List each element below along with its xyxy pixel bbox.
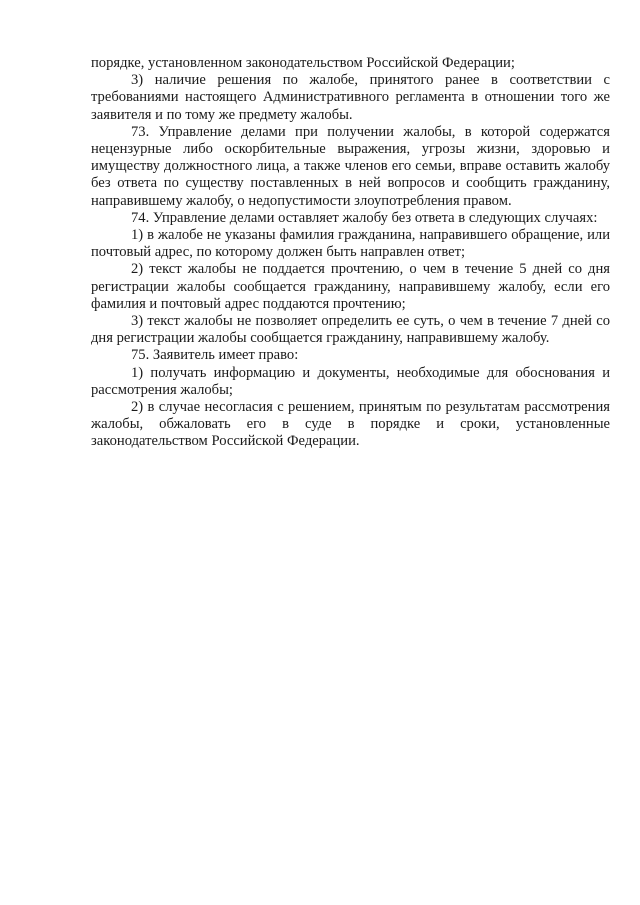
- paragraph-74-item-1: 1) в жалобе не указаны фамилия гражданина, направившего обращение, или почтовый адрес, по которому должен быть направлен ответ;: [91, 227, 610, 261]
- document-page: [91, 55, 610, 451]
- paragraph-75-item-1: 1) получать информацию и документы, необходимые для обоснования и рассмотрения жалобы;: [91, 364, 610, 398]
- paragraph-item-3-prior-decision: 3) наличие решения по жалобе, принятого ранее в соответствии с требованиями настоящего Административного регламента в отношении того же заявителя и по тому же предмету жалобы.: [91, 72, 610, 123]
- paragraph-74: 74. Управление делами оставляет жалобу без ответа в следующих случаях:: [131, 209, 598, 226]
- paragraph-75: 75. Заявитель имеет право:: [131, 347, 299, 364]
- paragraph-75-item-2: 2) в случае несогласия с решением, принятым по результатам рассмотрения жалобы, обжаловать его в суде в порядке и сроки, установленные законодательством Российской Федерации.: [91, 399, 610, 450]
- paragraph-74-item-2: 2) текст жалобы не поддается прочтению, о чем в течение 5 дней со дня регистрации жалобы сообщается гражданину, направившему жалобу, если его фамилия и почтовый адрес поддаются прочтению;: [91, 261, 610, 312]
- paragraph-continuation: порядке, установленном законодательством Российской Федерации;: [91, 55, 515, 71]
- paragraph-73: 73. Управление делами при получении жалобы, в которой содержатся нецензурные либо оскорбительные выражения, угрозы жизни, здоровью и имуществу должностного лица, а также членов его семьи, вправе оставить жалобу без ответа по существу поставленных в ней вопросов и сообщить гражданину, направившему жалобу, о недопустимости злоупотребления правом.: [91, 123, 610, 209]
- paragraph-74-item-3: 3) текст жалобы не позволяет определить ее суть, о чем в течение 7 дней со дня регистрации жалобы сообщается гражданину, направившему жалобу.: [91, 313, 610, 347]
